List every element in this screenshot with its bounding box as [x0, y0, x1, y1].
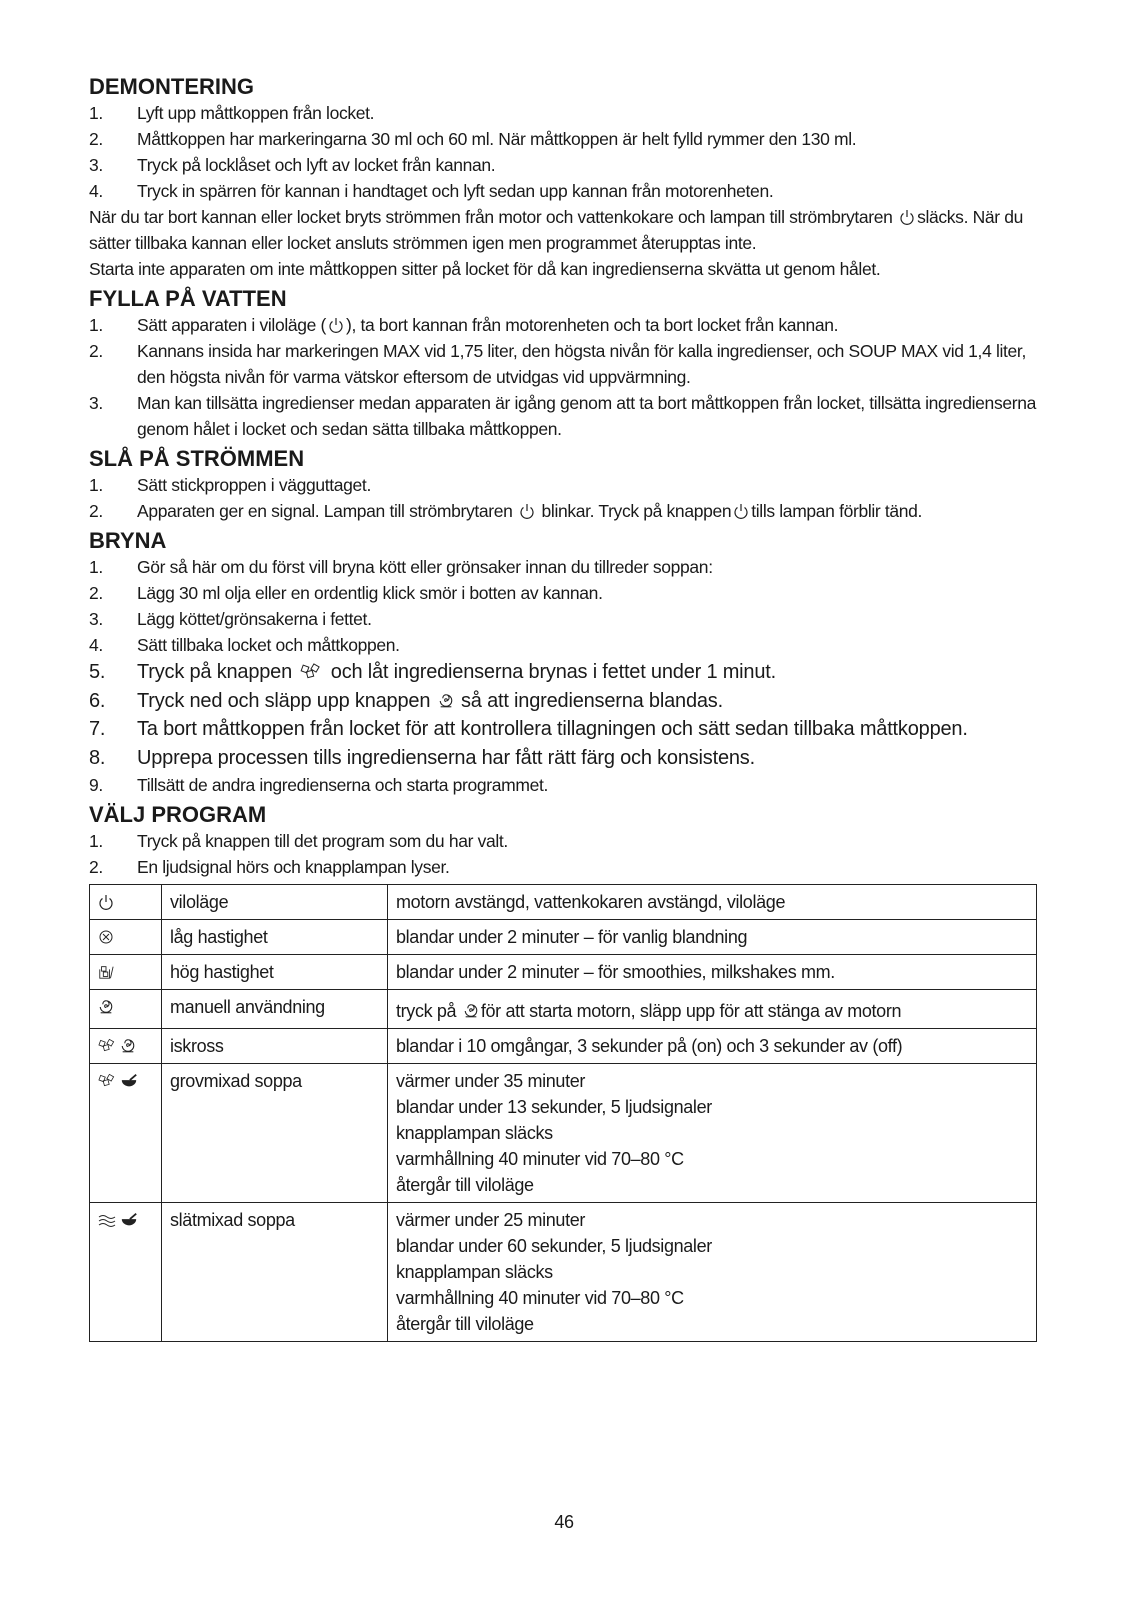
list-item: 4. Tryck in spärren för kannan i handtaget och lyft sedan upp kannan från motorenheten. [89, 181, 774, 201]
ice-cubes-icon [98, 1037, 116, 1055]
spiral-icon [120, 1037, 136, 1055]
list-item: 1. Sätt stickproppen i vägguttaget. [89, 475, 371, 495]
high-speed-icon [98, 963, 114, 981]
heading-valj-program: VÄLJ PROGRAM [89, 802, 267, 827]
table-row: låg hastighet blandar under 2 minuter – för vanlig blandning [90, 920, 1037, 955]
page-number: 46 [554, 1512, 574, 1532]
waves-icon [98, 1211, 116, 1229]
power-icon [733, 502, 749, 520]
power-icon [519, 502, 535, 520]
list-item: 9. Tillsätt de andra ingredienserna och starta programmet. [89, 775, 549, 795]
heading-fylla-pa-vatten: FYLLA PÅ VATTEN [89, 286, 287, 311]
spiral-icon [463, 1002, 479, 1020]
table-row: hög hastighet blandar under 2 minuter – för smoothies, milkshakes mm. [90, 955, 1037, 990]
spiral-icon [98, 998, 114, 1016]
list-item: 3. Tryck på locklåset och lyft av locket från kannan. [89, 155, 496, 175]
heading-demontering: DEMONTERING [89, 74, 254, 99]
list-item: 4. Sätt tillbaka locket och måttkoppen. [89, 635, 400, 655]
list-item: 2. En ljudsignal hörs och knapplampan lyser. [89, 857, 450, 877]
power-icon [899, 208, 915, 226]
table-row: iskross blandar i 10 omgångar, 3 sekunder på (on) och 3 sekunder av (off) [90, 1029, 1037, 1064]
paragraph: Starta inte apparaten om inte måttkoppen sitter på locket för då kan ingredienserna skvätta ut genom hålet. [89, 259, 881, 279]
list-item: 7. Ta bort måttkoppen från locket för att kontrollera tillagningen och sätt sedan tillbaka måttkoppen. [89, 718, 968, 740]
program-table [89, 884, 1037, 1342]
list-item: 2. Lägg 30 ml olja eller en ordentlig klick smör i botten av kannan. [89, 583, 603, 603]
list-item: 3. Lägg köttet/grönsakerna i fettet. [89, 609, 372, 629]
list-item: 8. Upprepa processen tills ingredienserna har fått rätt färg och konsistens. [89, 746, 755, 769]
list-item: 2. Kannans insida har markeringen MAX vid 1,75 liter, den högsta nivån för kalla ingredienser, och SOUP MAX vid 1,4 liter, den högsta nivån för varma vätskor eftersom de utvidgas vid uppvärmning. [89, 341, 1026, 387]
bowl-icon [120, 1211, 138, 1229]
list-item: 5. Tryck på knappen och låt ingredienserna brynas i fettet under 1 minut. [89, 661, 776, 683]
list-item: 1. Gör så här om du först vill bryna kött eller grönsaker innan du tillreder soppan: [89, 557, 713, 577]
heading-bryna: BRYNA [89, 528, 167, 553]
list-item: 2. Måttkoppen har markeringarna 30 ml och 60 ml. När måttkoppen är helt fylld rymmer den 130 ml. [89, 129, 857, 149]
table-row: manuell användning tryck på för att starta motorn, släpp upp för att stänga av motorn [90, 990, 1037, 1029]
table-row: slätmixad soppa värmer under 25 minuter blandar under 60 sekunder, 5 ljudsignaler knapplampan släcks varmhållning 40 minuter vid 70–80 °C återgår till viloläge [90, 1203, 1037, 1342]
chunks-icon [98, 1072, 116, 1090]
brown-icon [299, 663, 323, 681]
power-icon [328, 316, 344, 334]
list-item: 1. Lyft upp måttkoppen från locket. [89, 103, 375, 123]
list-item: 1. Sätt apparaten i viloläge ( ), ta bort kannan från motorenheten och ta bort locket från kannan. [89, 315, 839, 335]
spiral-icon [438, 692, 454, 710]
list-item: 1. Tryck på knappen till det program som du har valt. [89, 831, 508, 851]
list-item: 3. Man kan tillsätta ingredienser medan apparaten är igång genom att ta bort måttkoppen från locket, tillsätta ingredienserna genom hålet i locket och sedan sätta tillbaka måttkoppen. [89, 393, 1036, 439]
power-icon [98, 893, 114, 911]
list-item: 6. Tryck ned och släpp upp knappen så att ingredienserna blandas. [89, 689, 723, 712]
paragraph: När du tar bort kannan eller locket bryts strömmen från motor och vattenkokare och lampan till strömbrytaren släcks. När du sätter tillbaka kannan eller locket ansluts strömmen igen men programmet återupptas inte. [89, 207, 1024, 253]
bowl-icon [120, 1072, 138, 1090]
low-speed-icon [98, 928, 114, 946]
table-row: viloläge motorn avstängd, vattenkokaren avstängd, viloläge [90, 885, 1037, 920]
table-row: grovmixad soppa värmer under 35 minuter blandar under 13 sekunder, 5 ljudsignaler knapplampan släcks varmhållning 40 minuter vid 70–80 °C återgår till viloläge [90, 1064, 1037, 1203]
list-item: 2. Apparaten ger en signal. Lampan till strömbrytaren blinkar. Tryck på knappen tills lampan förblir tänd. [89, 501, 923, 521]
heading-sla-pa-strommen: SLÅ PÅ STRÖMMEN [89, 446, 305, 471]
